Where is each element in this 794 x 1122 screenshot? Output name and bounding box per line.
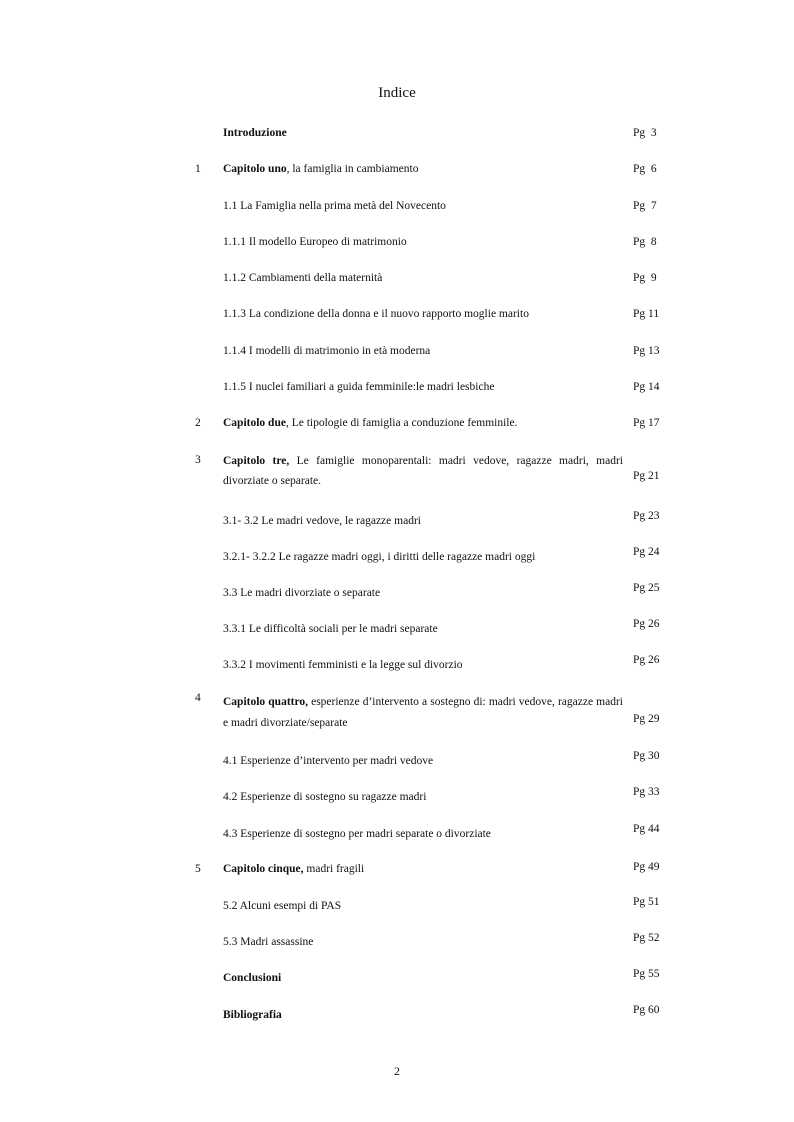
toc-entry-bold: Bibliografia bbox=[223, 1009, 282, 1021]
toc-entry-bold: Introduzione bbox=[223, 127, 287, 139]
toc-page-ref: Pg 7 bbox=[633, 200, 657, 212]
toc-page-ref: Pg 26 bbox=[633, 618, 660, 630]
toc-entry-text bbox=[223, 160, 623, 179]
toc-entry-1-1-5[interactable] bbox=[0, 378, 794, 408]
toc-page-ref: Pg 17 bbox=[633, 417, 660, 429]
toc-chapter-number: 1 bbox=[195, 163, 201, 175]
toc-page-ref: Pg 24 bbox=[633, 546, 660, 558]
toc-page-ref: Pg 11 bbox=[633, 308, 660, 320]
toc-entry-1-1[interactable] bbox=[0, 197, 794, 227]
toc-page-ref: Pg 52 bbox=[633, 932, 660, 944]
toc-entry-capitolo-cinque[interactable] bbox=[0, 858, 794, 888]
toc-entry-bold: Capitolo cinque, bbox=[223, 863, 304, 875]
toc-entry-label: Le famiglie monoparentali: madri vedove, ragazze madri, madri divorziate o separate. bbox=[223, 455, 623, 487]
toc-page-ref: Pg 33 bbox=[633, 786, 660, 798]
toc-entry-label: 1.1.5 I nuclei familiari a guida femminile:le madri lesbiche bbox=[223, 381, 495, 393]
toc-entry-bibliografia[interactable] bbox=[0, 1001, 794, 1031]
toc-entry-4-2[interactable] bbox=[0, 783, 794, 813]
toc-page-ref: Pg 26 bbox=[633, 654, 660, 666]
toc-entry-label: 5.3 Madri assassine bbox=[223, 936, 314, 948]
toc-chapter-number: 4 bbox=[195, 692, 201, 704]
toc-entry-label: 3.3.1 Le difficoltà sociali per le madri separate bbox=[223, 623, 438, 635]
toc-entry-text bbox=[223, 414, 623, 433]
toc-title: Indice bbox=[378, 85, 416, 101]
toc-entry-label: esperienze d’intervento a sostegno di: madri vedove, ragazze madri e madri divorziate/separate bbox=[223, 696, 623, 729]
toc-entry-text bbox=[223, 1006, 623, 1025]
toc-entry-1-1-3[interactable] bbox=[0, 305, 794, 335]
toc-page-ref: Pg 8 bbox=[633, 236, 657, 248]
toc-entry-text bbox=[223, 897, 623, 916]
toc-entry-text bbox=[223, 752, 623, 771]
toc-entry-1-1-4[interactable] bbox=[0, 342, 794, 372]
toc-entry-text bbox=[223, 584, 623, 603]
toc-entry-text bbox=[223, 860, 623, 879]
toc-page-ref: Pg 3 bbox=[633, 127, 657, 139]
toc-entry-label: 3.3 Le madri divorziate o separate bbox=[223, 587, 381, 599]
toc-entry-label: 1.1 La Famiglia nella prima metà del Novecento bbox=[223, 200, 446, 212]
toc-entry-3-3-1[interactable] bbox=[0, 615, 794, 645]
toc-entry-bold: Capitolo quattro, bbox=[223, 696, 308, 708]
toc-entry-text bbox=[223, 620, 623, 639]
toc-entry-text bbox=[223, 933, 623, 952]
toc-entry-introduzione[interactable] bbox=[0, 124, 794, 154]
toc-entry-3-1-3-2[interactable] bbox=[0, 507, 794, 537]
toc-entry-4-3[interactable] bbox=[0, 820, 794, 850]
toc-page-ref: Pg 9 bbox=[633, 272, 657, 284]
toc-entry-label: 3.2.1- 3.2.2 Le ragazze madri oggi, i diritti delle ragazze madri oggi bbox=[223, 551, 536, 563]
toc-entry-label: 4.2 Esperienze di sostegno su ragazze madri bbox=[223, 791, 427, 803]
toc-entry-bold: Conclusioni bbox=[223, 972, 282, 984]
toc-entry-label: 3.3.2 I movimenti femministi e la legge sul divorzio bbox=[223, 659, 463, 671]
toc-entry-label: 1.1.2 Cambiamenti della maternità bbox=[223, 272, 383, 284]
toc-page-ref: Pg 44 bbox=[633, 823, 660, 835]
toc-page-ref: Pg 21 bbox=[633, 470, 660, 482]
toc-entry-4-1[interactable] bbox=[0, 747, 794, 777]
toc-chapter-number: 2 bbox=[195, 417, 201, 429]
toc-entry-bold: Capitolo uno bbox=[223, 163, 287, 175]
page-number: 2 bbox=[394, 1064, 400, 1078]
toc-entry-conclusioni[interactable] bbox=[0, 965, 794, 995]
toc-page-ref: Pg 30 bbox=[633, 750, 660, 762]
toc-entry-3-2-1-3-2-2[interactable] bbox=[0, 543, 794, 573]
toc-entry-capitolo-uno[interactable] bbox=[0, 160, 794, 190]
toc-page-ref: Pg 49 bbox=[633, 861, 660, 873]
toc-chapter-number: 3 bbox=[195, 454, 201, 466]
toc-page-ref: Pg 6 bbox=[633, 163, 657, 175]
toc-entry-label: 1.1.4 I modelli di matrimonio in età moderna bbox=[223, 345, 431, 357]
toc-page-ref: Pg 25 bbox=[633, 582, 660, 594]
toc-entry-1-1-2[interactable] bbox=[0, 269, 794, 299]
toc-entry-label: 3.1- 3.2 Le madri vedove, le ragazze madri bbox=[223, 515, 421, 527]
toc-entry-1-1-1[interactable] bbox=[0, 233, 794, 263]
toc-page-ref: Pg 51 bbox=[633, 896, 660, 908]
toc-entry-label: , Le tipologie di famiglia a conduzione femminile. bbox=[285, 417, 518, 429]
toc-page-ref: Pg 60 bbox=[633, 1004, 660, 1016]
toc-entry-text bbox=[223, 269, 623, 288]
toc-entry-label: 1.1.3 La condizione della donna e il nuovo rapporto moglie marito bbox=[223, 308, 529, 320]
toc-entry-label: 1.1.1 Il modello Europeo di matrimonio bbox=[223, 236, 407, 248]
toc-entry-text bbox=[223, 969, 623, 988]
toc-entry-capitolo-due[interactable] bbox=[0, 414, 794, 444]
toc-chapter-number: 5 bbox=[195, 863, 201, 875]
toc-entry-text bbox=[223, 656, 623, 675]
toc-entry-bold: Capitolo tre, bbox=[223, 455, 290, 467]
toc-entry-5-3[interactable] bbox=[0, 929, 794, 959]
toc-entry-text bbox=[223, 378, 623, 397]
toc-entry-3-3[interactable] bbox=[0, 579, 794, 609]
toc-entry-text bbox=[223, 124, 623, 143]
toc-entry-text bbox=[223, 305, 623, 324]
toc-page-ref: Pg 55 bbox=[633, 968, 660, 980]
toc-entry-text bbox=[223, 548, 623, 567]
toc-page-ref: Pg 29 bbox=[633, 713, 660, 725]
toc-entry-capitolo-quattro[interactable] bbox=[0, 689, 794, 731]
toc-entry-text bbox=[223, 825, 623, 844]
toc-entry-text bbox=[223, 788, 623, 807]
toc-entry-capitolo-tre[interactable] bbox=[0, 451, 794, 493]
toc-entry-text bbox=[223, 512, 623, 531]
toc-entry-5-2[interactable] bbox=[0, 893, 794, 923]
toc-entry-text bbox=[223, 197, 623, 216]
toc-entry-label: 5.2 Alcuni esempi di PAS bbox=[223, 900, 342, 912]
toc-entry-text bbox=[223, 233, 623, 252]
toc-page-ref: Pg 14 bbox=[633, 381, 660, 393]
toc-entry-text bbox=[223, 692, 623, 734]
toc-page-ref: Pg 13 bbox=[633, 345, 660, 357]
toc-entry-bold: Capitolo due bbox=[223, 417, 286, 429]
toc-entry-label: 4.1 Esperienze d’intervento per madri vedove bbox=[223, 755, 434, 767]
toc-entry-3-3-2[interactable] bbox=[0, 651, 794, 681]
toc-entry-text bbox=[223, 451, 623, 491]
toc-page-ref: Pg 23 bbox=[633, 510, 660, 522]
toc-entry-label: madri fragili bbox=[303, 863, 365, 875]
toc-entry-text bbox=[223, 342, 623, 361]
toc-entry-label: 4.3 Esperienze di sostegno per madri separate o divorziate bbox=[223, 828, 491, 840]
toc-entry-label: , la famiglia in cambiamento bbox=[286, 163, 419, 175]
